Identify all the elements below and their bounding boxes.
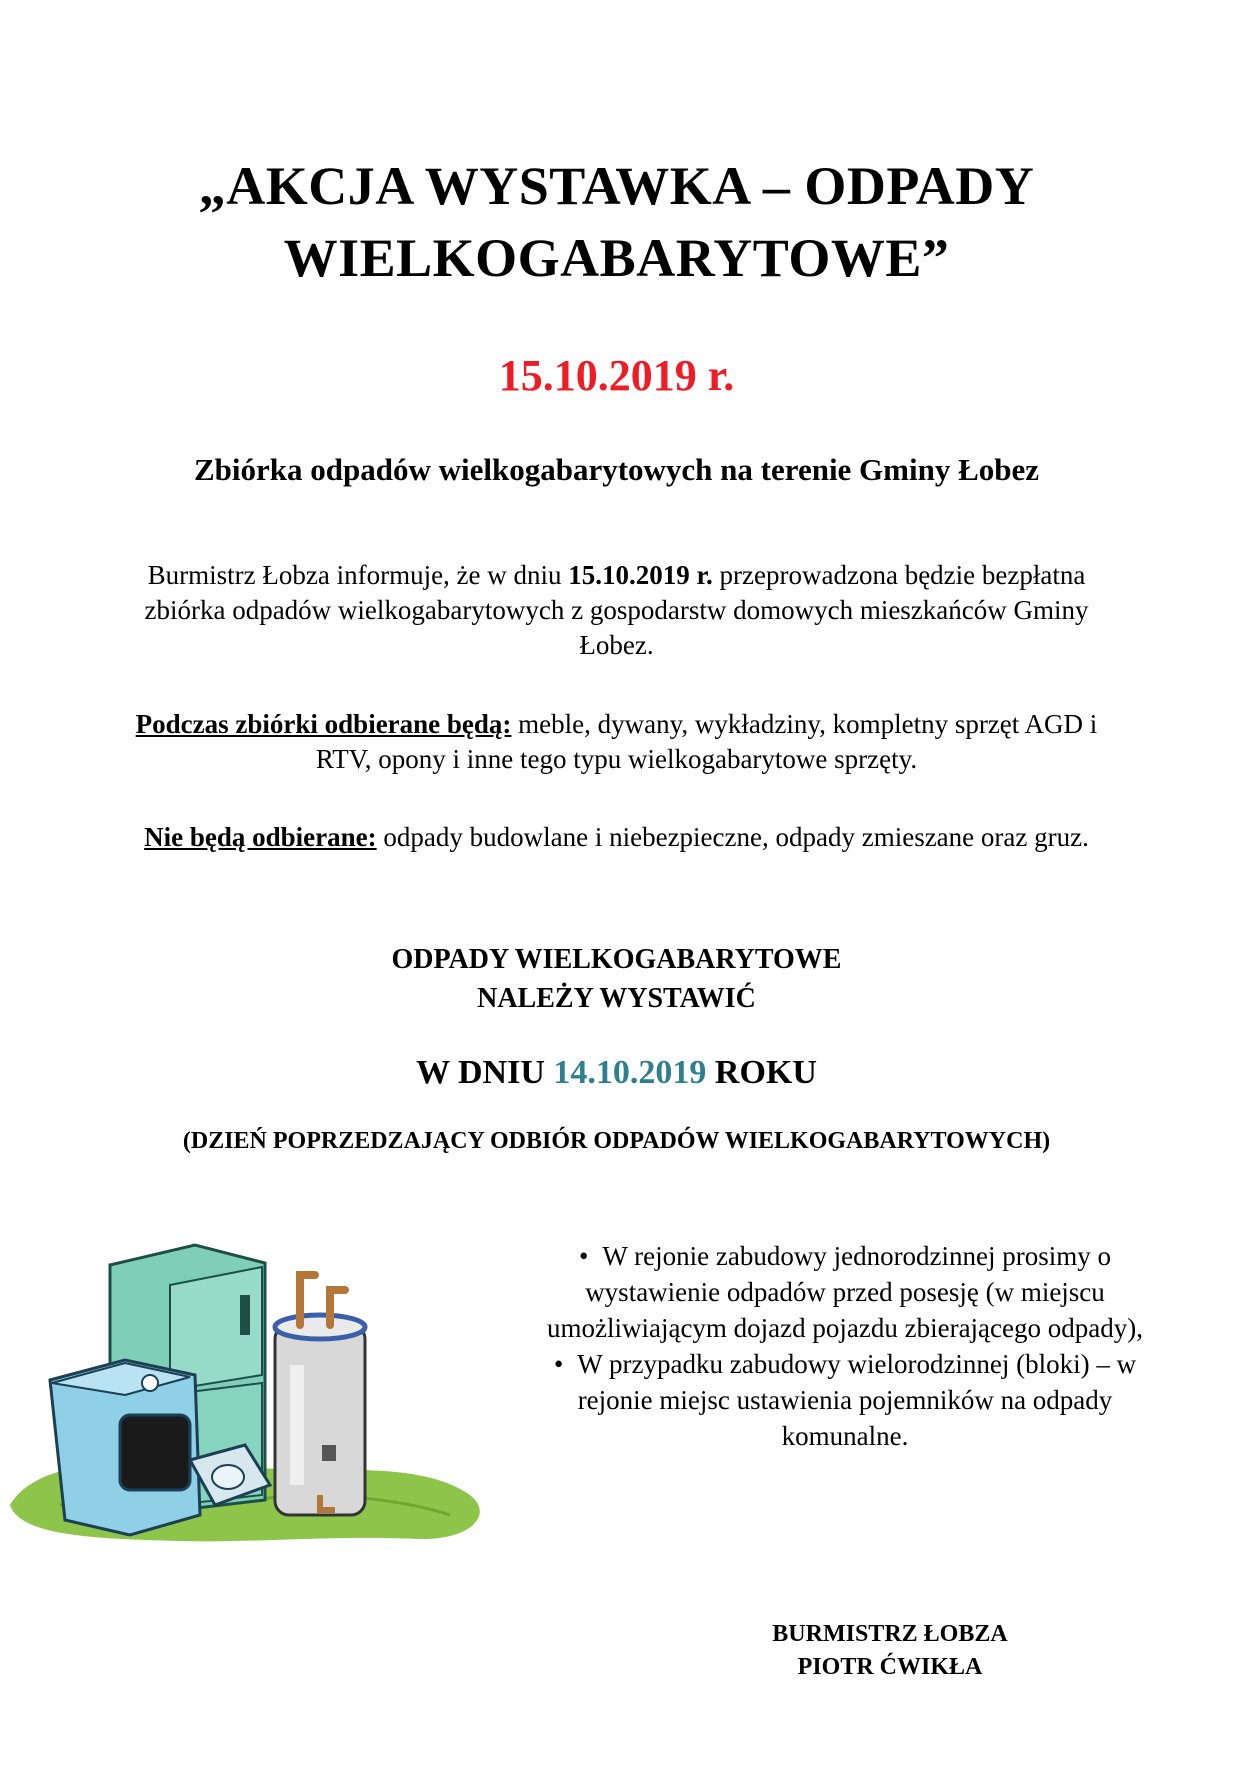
signature-title: BURMISTRZ ŁOBZA [772, 1621, 1008, 1647]
notice-line-2: NALEŻY WYSTAWIĆ [477, 983, 756, 1014]
put-out-date: 14.10.2019 [553, 1054, 707, 1091]
document-title [0, 150, 1233, 294]
title-line-2: WIELKOGABARYTOWE” [283, 228, 950, 288]
instruction-single-family: W rejonie zabudowy jednorodzinnej prosimy o wystawienie odpadów przed posesję (w miejscu umożliwiającym dojazd pojazdu zbierającego odpady), [546, 1241, 1143, 1343]
collection-date: 15.10.2019 r. [498, 351, 735, 400]
instruction-multi-family: W przypadku zabudowy wielorodzinnej (bloki) – w rejonie miejsc ustawienia pojemników na odpady komunalne. [577, 1349, 1137, 1451]
bullet-icon: • [578, 1241, 589, 1271]
subtitle: Zbiórka odpadów wielkogabarytowych na terenie Gminy Łobez [193, 452, 1040, 487]
day-prefix: W DNIU [416, 1054, 554, 1091]
not-collected-text: odpady budowlane i niebezpieczne, odpady zmieszane oraz gruz. [376, 822, 1089, 852]
instructions-list [545, 1238, 1145, 1454]
collected-label: Podczas zbiórki odbierane będą: [135, 709, 512, 739]
notice-line-1: ODPADY WIELKOGABARYTOWE [391, 944, 842, 975]
signature-name: PIOTR ĆWIKŁA [797, 1654, 983, 1680]
preceding-day-note: (DZIEŃ POPRZEDZAJĄCY ODBIÓR ODPADÓW WIELKOGABARYTOWYCH) [182, 1128, 1051, 1154]
info-prefix: Burmistrz Łobza informuje, że w dniu [147, 560, 569, 590]
bulky-waste-appliances-icon [0, 1205, 500, 1550]
collected-text: meble, dywany, wykładziny, kompletny sprzęt AGD i RTV, opony i inne tego typu wielkogabarytowe sprzęty. [315, 709, 1098, 774]
info-paragraph [110, 558, 1123, 663]
not-collected-paragraph [110, 820, 1123, 855]
signature [700, 1618, 1080, 1684]
info-suffix: przeprowadzona będzie bezpłatna zbiórka odpadów wielkogabarytowych z gospodarstw domowych mieszkańców Gminy Łobez. [144, 560, 1089, 660]
collected-paragraph [110, 707, 1123, 777]
not-collected-label: Nie będą odbierane: [144, 822, 377, 852]
day-suffix: ROKU [706, 1054, 817, 1091]
list-item [545, 1346, 1145, 1454]
notice-heading [0, 940, 1233, 1018]
info-date: 15.10.2019 r. [568, 560, 713, 590]
bullet-icon: • [553, 1349, 564, 1379]
title-line-1: „AKCJA WYSTAWKA – ODPADY [198, 156, 1035, 216]
list-item [545, 1238, 1145, 1346]
put-out-day [0, 1054, 1233, 1092]
